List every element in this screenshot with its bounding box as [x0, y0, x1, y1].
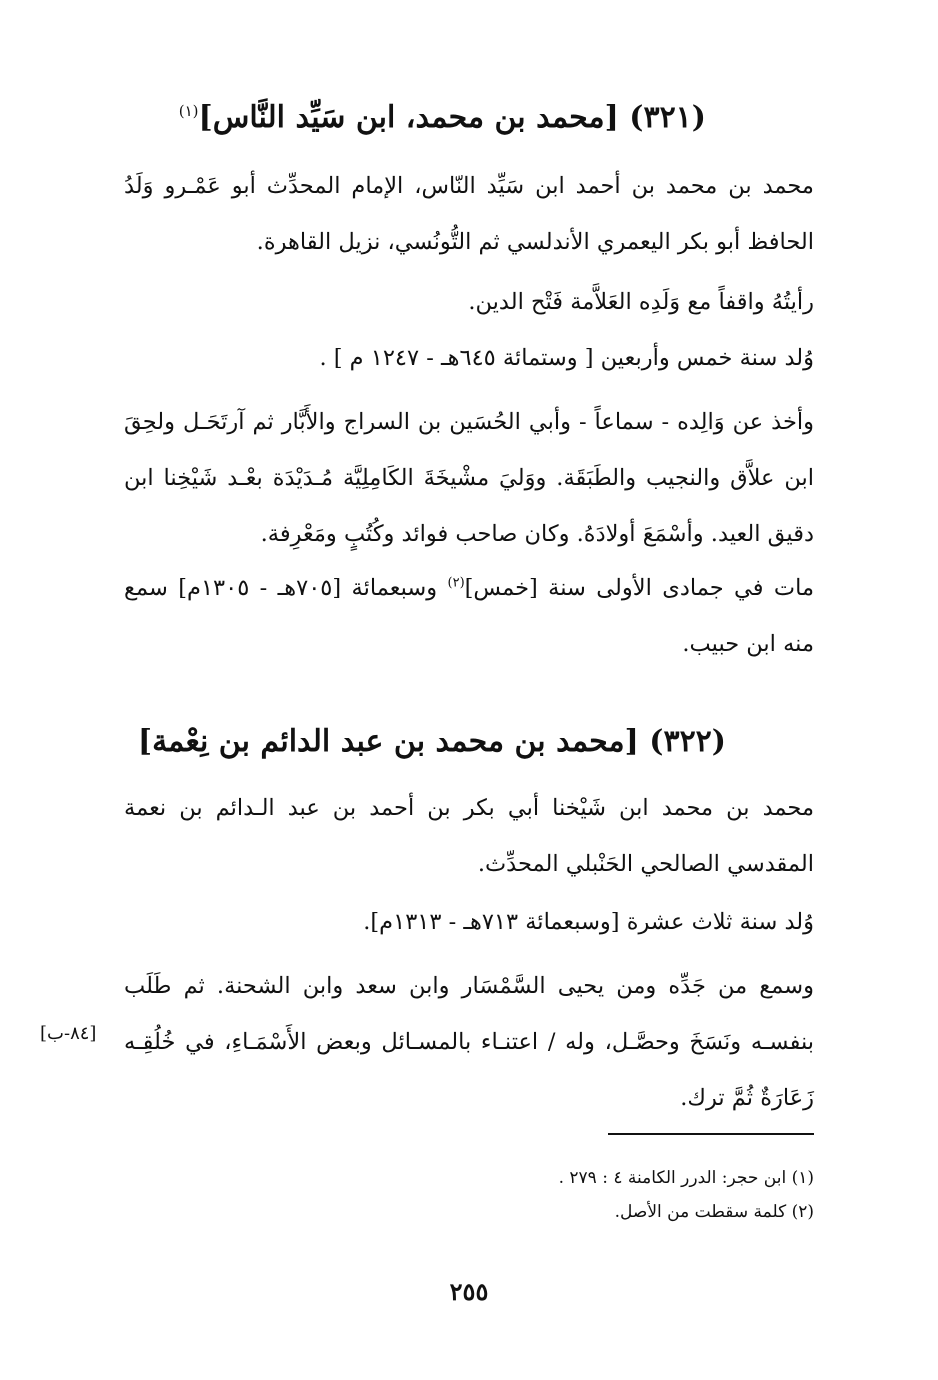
footnote-1: (١) ابن حجر: الدرر الكامنة ٤ : ٢٧٩ .	[558, 1168, 814, 1188]
footnote-2: (٢) كلمة سقطت من الأصل.	[614, 1202, 814, 1222]
entry-321-paragraph-2: رأيتُهُ واقفاً مع وَلَدِه العَلاَّمة فَتْح الدين.	[468, 289, 814, 315]
footnote-marker-1: (١)	[178, 102, 199, 120]
entry-321-paragraph-1: محمد بن محمد بن أحمد ابن سَيِّد النّاس، الإمام المحدِّث أبو عَمْـرو وَلَدُ الحافظ أبو بكر اليعمري الأندلسي ثم التُّونُسي، نزيل القاهرة.	[124, 173, 814, 255]
entry-322-paragraph-2: وُلد سنة ثلاث عشرة [وسبعمائة ٧١٣هـ - ١٣١٣م].	[363, 909, 814, 935]
entry-322-heading: (٣٢٢) [محمد بن محمد بن عبد الدائم بن نِعْمة]	[137, 724, 726, 759]
footnote-separator	[608, 1133, 814, 1135]
page-number: ٢٥٥	[449, 1277, 489, 1306]
entry-321-paragraph-4: وأخذ عن وَالِده - سماعاً - وأبي الحُسَين بن السراج والأَبَّار ثم آرتَحَـل ولحِقَ ابن علاَّق والنجيب والطَبَقَة. ووَليَ مشْيخَةَ الكَامِلِيَّة مُـدَيْدَة بعْـد شَيْخِنا ابن دقيق العيد. وأسْمَعَ أولادَهُ. وكان صاحب فوائد وكُتُبٍ ومَعْرِفة.	[124, 409, 814, 547]
entry-321-heading	[179, 98, 706, 138]
entry-322-paragraph-1: محمد بن محمد ابن شَيْخنا أبي بكر بن أحمد بن عبد الـدائم بن نعمة المقدسي الصالحي الحَنْبلي المحدِّث.	[124, 795, 814, 877]
entry-321-paragraph-5	[124, 560, 814, 672]
death-date-text: مات في جمادى الأولى سنة [خمس]	[464, 575, 814, 601]
manuscript-folio-marker: [٨٤-ب]	[40, 1023, 97, 1044]
entry-321-heading-text: (٣٢١) [محمد بن محمد، ابن سَيِّد النَّاس]	[198, 100, 706, 135]
footnote-marker-2: (٢)	[447, 575, 465, 591]
entry-321-paragraph-3: وُلد سنة خمس وأربعين [ وستمائة ٦٤٥هـ - ١٢٤٧ م ] .	[319, 345, 814, 371]
entry-322-paragraph-3: وسمع من جَدِّه ومن يحيى السَّمْسَار وابن سعد وابن الشحنة. ثم طَلَب بنفسـه ونَسَخَ وحصَّـل، وله / اعتنـاء بالمسـائل وبعض الأَسْمَـاءِ، في خُلُقِـه زَعَارَةٌ ثُمَّ ترك.	[124, 973, 814, 1111]
death-date-text-continued: وسبعمائة [٧٠٥هـ - ١٣٠٥م] سمع منه ابن حبيب.	[124, 575, 814, 657]
